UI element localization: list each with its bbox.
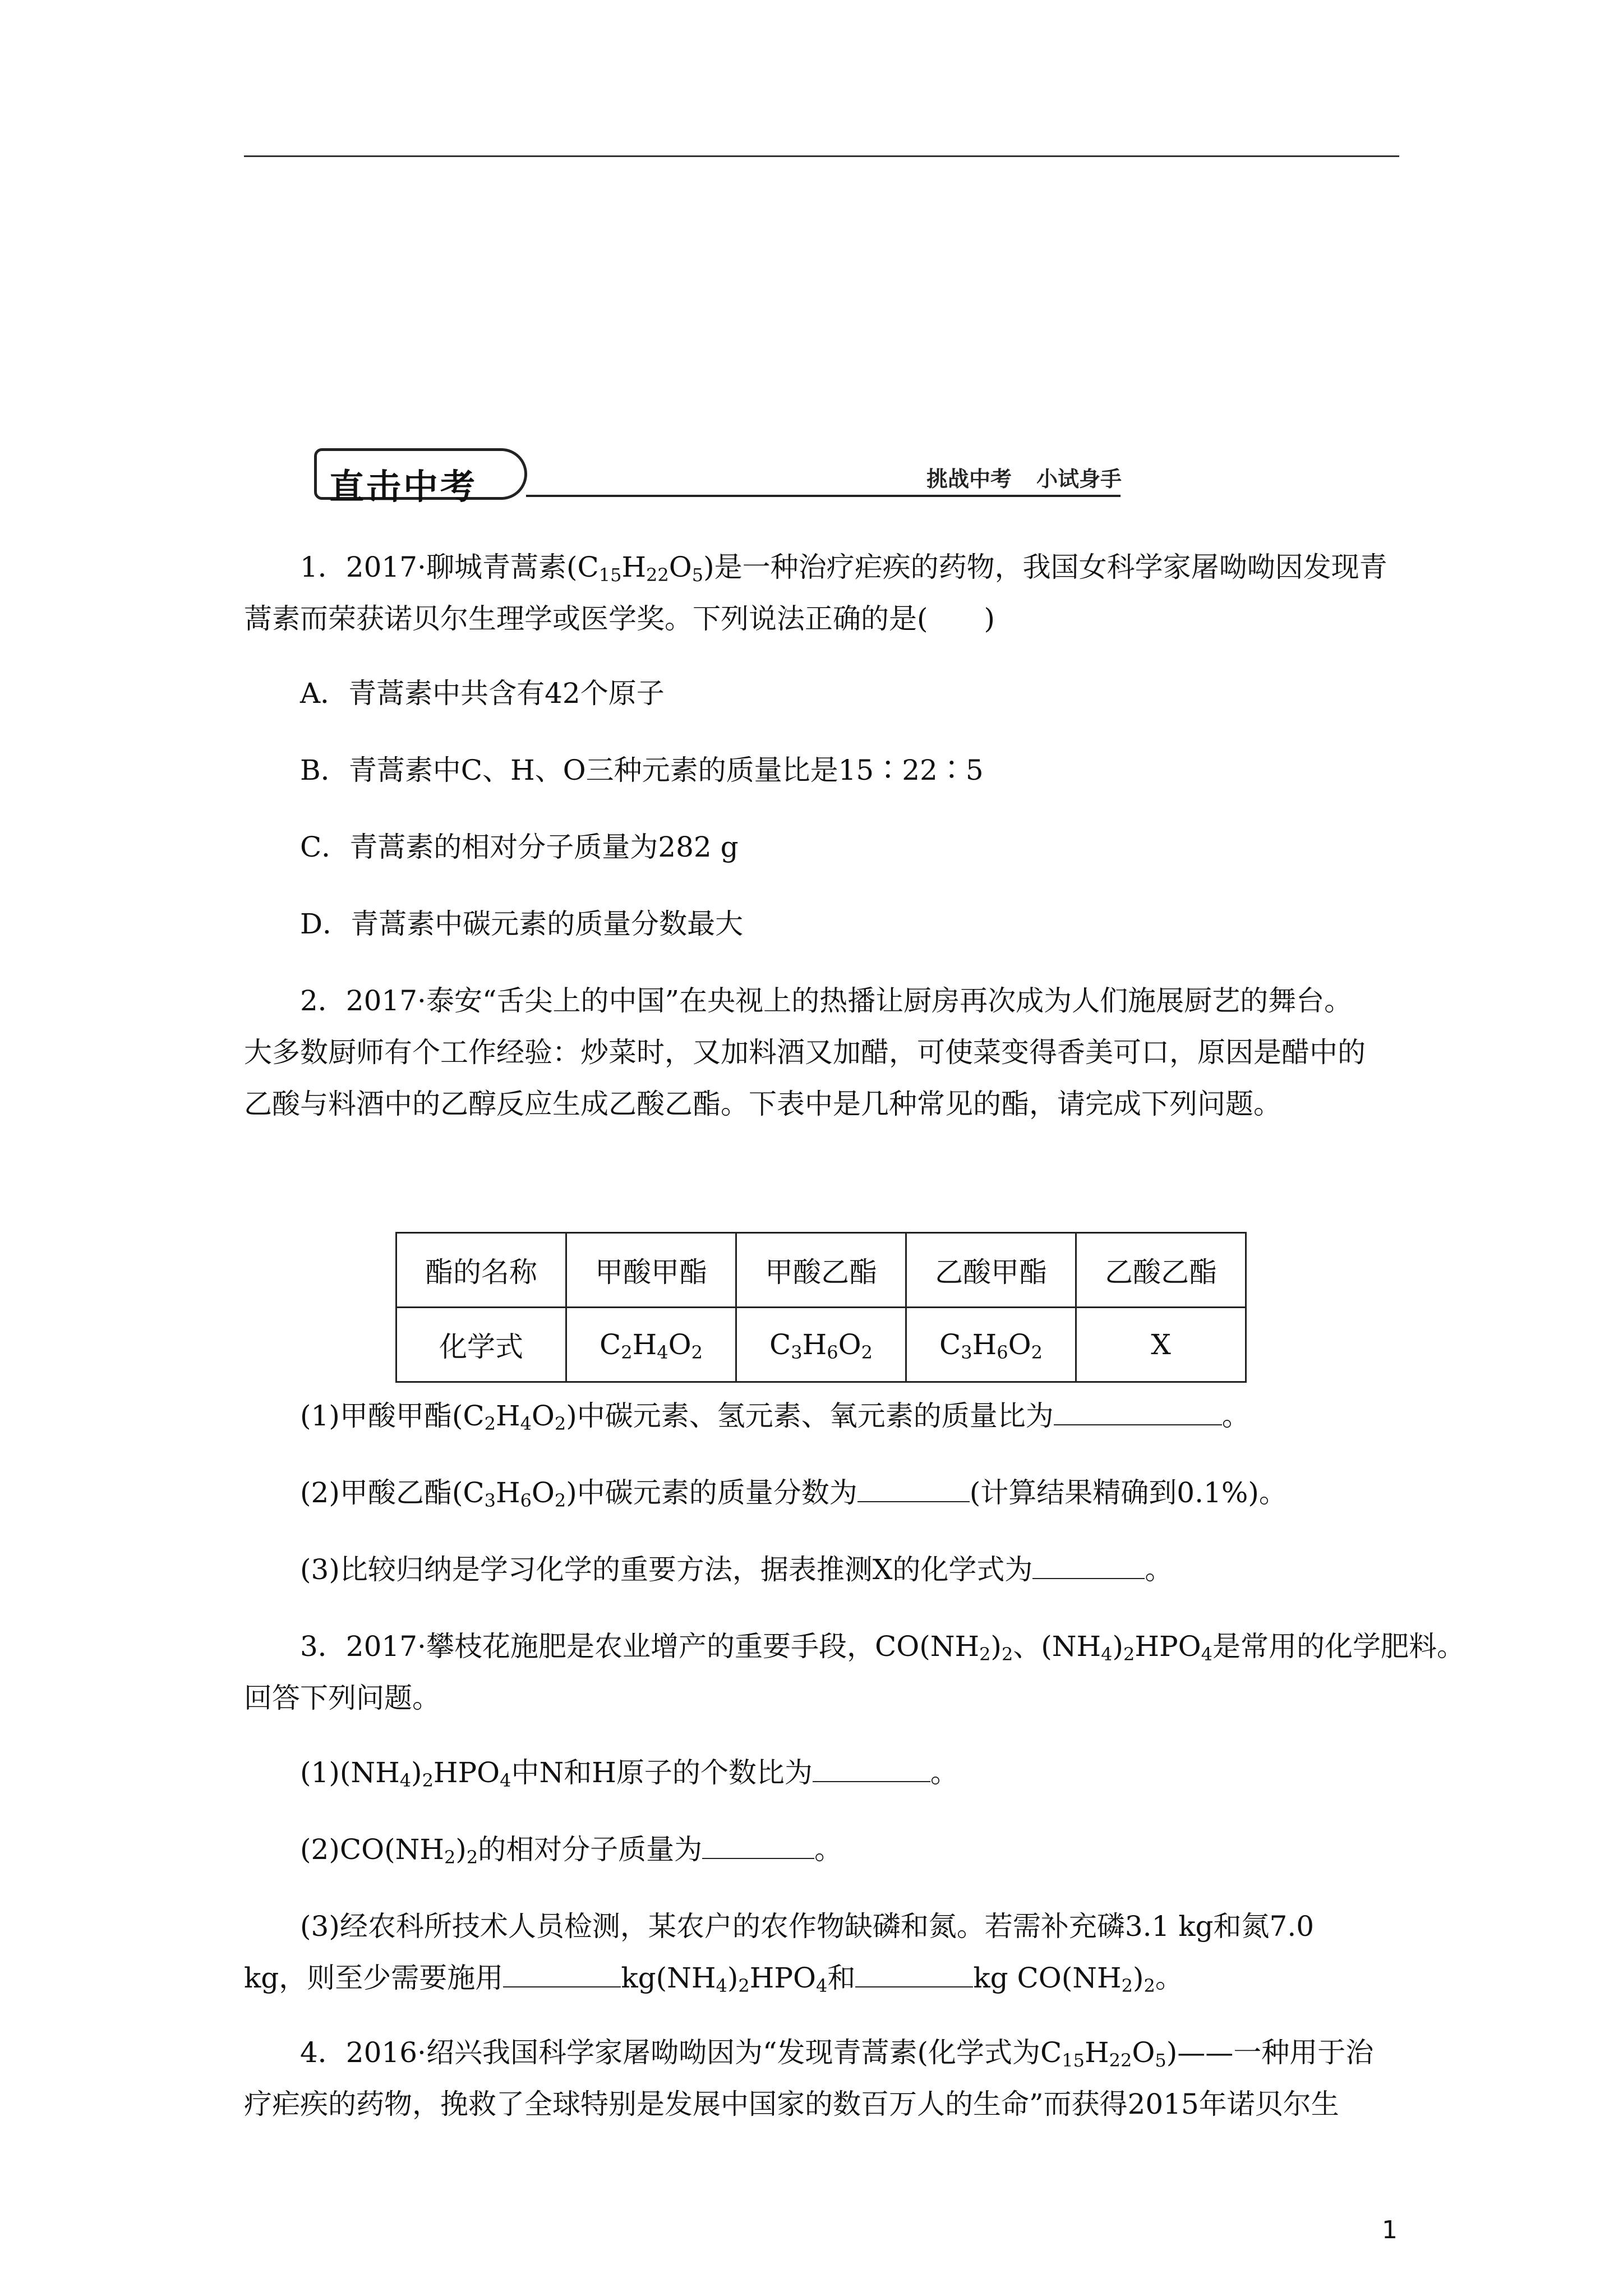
table-cell-formula: X	[1076, 1308, 1246, 1382]
table-header-cell: 甲酸乙酯	[736, 1233, 906, 1308]
table-header-cell: 乙酸乙酯	[1076, 1233, 1246, 1308]
table-cell-label: 化学式	[396, 1308, 566, 1382]
table-cell-formula: $C_3H_6O_2$	[906, 1308, 1076, 1382]
q4-stem-line1: 4．2016·绍兴我国科学家屠呦呦因为“发现青蒿素(化学式为$C_{15}H_{22}O_5)——$一种用于治	[300, 2036, 1374, 2071]
banner-title: 直击中考	[329, 466, 478, 507]
q2-sub1: (1)甲酸甲酯$(C_2H_4O_2)$中碳元素、氢元素、氧元素的质量比为 。	[300, 1400, 1250, 1434]
banner-title-box	[314, 448, 527, 507]
table-header-cell: 乙酸甲酯	[906, 1233, 1076, 1308]
banner-sub-2: 小试身手	[1036, 467, 1122, 491]
table-row	[396, 1233, 1246, 1308]
q2-sub2: (2)甲酸乙酯$(C_3H_6O_2)$中碳元素的质量分数为 (计算结果精确到0.1%)。	[300, 1476, 1287, 1511]
header-rule	[244, 155, 1399, 157]
q2-stem-line3: 乙酸与料酒中的乙醇反应生成乙酸乙酯。下表中是几种常见的酯，请完成下列问题。	[244, 1088, 1281, 1120]
ester-table	[395, 1232, 1247, 1383]
answer-blank	[813, 1780, 930, 1782]
q1-stem-line1: 1．2017·聊城青蒿素$(C_{15}H_{22}O_5)$是一种治疗疟疾的药物，我国女科学家屠呦呦因发现青	[300, 551, 1387, 586]
q1-stem-line2: 蒿素而荣获诺贝尔生理学或医学奖。下列说法正确的是( )	[244, 602, 995, 635]
q1-option-a: A．青蒿素中共含有42个原子	[300, 677, 665, 710]
q3-sub1: $(1)(NH_4)_2HPO_4$中N和H原子的个数比为 。	[300, 1756, 958, 1791]
q1-option-c: C．青蒿素的相对分子质量为282 g	[300, 831, 739, 863]
q3-sub3-line2: kg，则至少需要施用 $kg(NH_4)_2HPO_4$和 kg $CO(NH_2)_2$。	[244, 1962, 1183, 1996]
banner-sub-1: 挑战中考	[926, 467, 1012, 491]
banner-underline	[526, 495, 1121, 497]
banner-subtitle	[902, 462, 1122, 493]
q1-option-b: B．青蒿素中C、H、O三种元素的质量比是15∶22∶5	[300, 754, 984, 786]
q2-stem-line2: 大多数厨师有个工作经验：炒菜时，又加料酒又加醋，可使菜变得香美可口，原因是醋中的	[244, 1036, 1366, 1069]
q3-sub3-line1: (3)经农科所技术人员检测，某农户的农作物缺磷和氮。若需补充磷3.1 kg和氮7.0	[300, 1910, 1315, 1943]
answer-blank	[702, 1857, 814, 1859]
table-cell-formula: $C_2H_4O_2$	[566, 1308, 736, 1382]
q3-stem-line1: 3．2017·攀枝花施肥是农业增产的重要手段，$CO(NH_2)_2$、$(NH_4)_2HPO_4$是常用的化学肥料。	[300, 1630, 1465, 1665]
table-row	[396, 1308, 1246, 1382]
table-cell-formula: $C_3H_6O_2$	[736, 1308, 906, 1382]
section-banner	[314, 446, 1122, 507]
q4-stem-line2: 疗疟疾的药物，挽救了全球特别是发展中国家的数百万人的生命”而获得2015年诺贝尔生	[244, 2088, 1339, 2120]
q2-sub3: (3)比较归纳是学习化学的重要方法，据表推测X的化学式为 。	[300, 1553, 1173, 1586]
answer-blank	[855, 1986, 973, 1987]
table-header-cell: 甲酸甲酯	[566, 1233, 736, 1308]
q3-sub2: $(2)CO(NH_2)_2$的相对分子质量为 。	[300, 1833, 843, 1868]
q1-option-d: D．青蒿素中碳元素的质量分数最大	[300, 908, 744, 940]
answer-blank	[503, 1986, 621, 1987]
answer-blank	[857, 1501, 970, 1502]
answer-blank	[1054, 1424, 1222, 1425]
q3-stem-line2: 回答下列问题。	[244, 1682, 440, 1714]
q2-stem-line1: 2．2017·泰安“舌尖上的中国”在央视上的热播让厨房再次成为人们施展厨艺的舞台。	[300, 984, 1353, 1017]
answer-blank	[1032, 1577, 1145, 1579]
page-number: 1	[1382, 2216, 1398, 2244]
table-header-cell: 酯的名称	[396, 1233, 566, 1308]
